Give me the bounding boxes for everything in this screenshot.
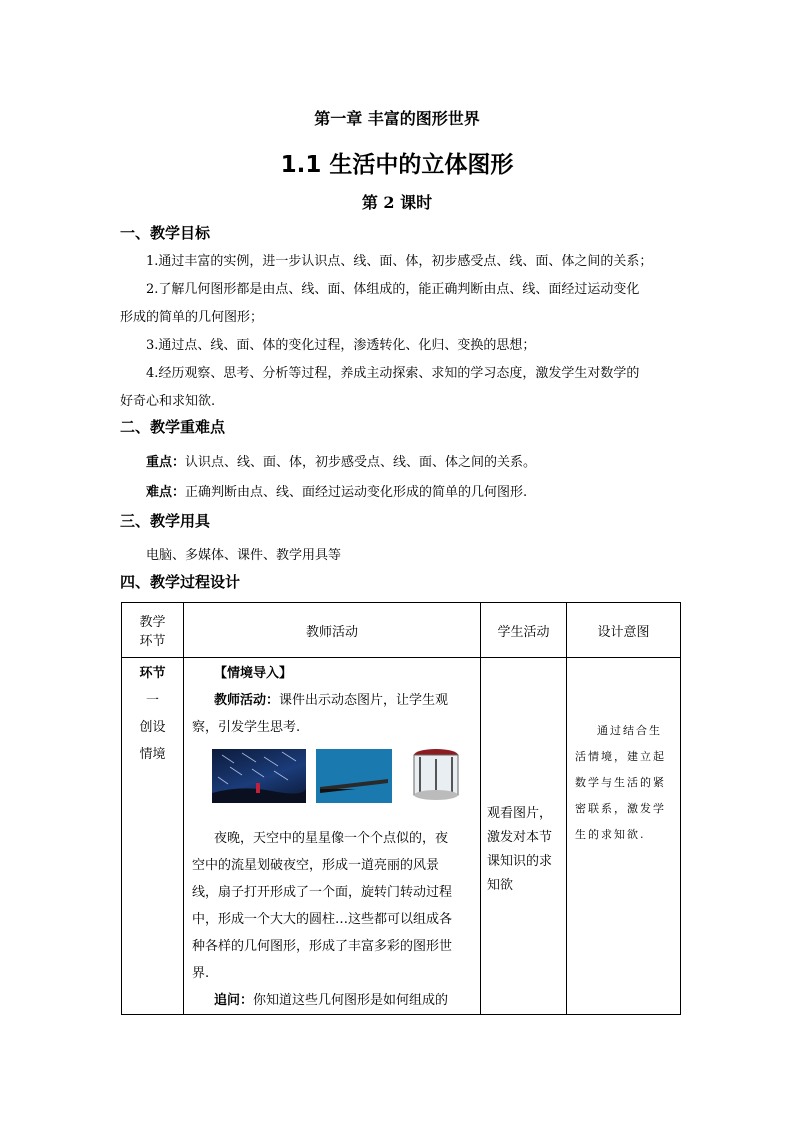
teacher-line: 中，形成一个大大的圆柱…这些都可以组成各 <box>192 912 453 927</box>
objective-item: 2.了解几何图形都是由点、线、面、体组成的，能正确判断由点、线、面经过运动变化 <box>146 282 640 297</box>
objectives-heading: 一、教学目标 <box>120 224 211 242</box>
table-header-row <box>122 603 681 658</box>
header-stage-line: 教学 <box>139 615 166 630</box>
key-point-line <box>120 449 678 477</box>
design-intent-cell <box>567 658 681 1015</box>
teacher-line: 空中的流星划破夜空，形成一道亮丽的风景 <box>192 858 440 873</box>
teacher-line: 界. <box>192 966 210 981</box>
header-stage <box>122 603 184 658</box>
question-label: 追问： <box>214 993 254 1008</box>
teacher-activity-cell <box>184 658 481 1015</box>
teacher-activity-text: 课件出示动态图片，让学生观 <box>279 693 449 708</box>
objective-item: 好奇心和求知欲. <box>120 394 216 409</box>
lesson-plan-table <box>121 602 681 1015</box>
header-intent: 设计意图 <box>567 603 681 658</box>
tools-line <box>120 542 678 570</box>
teacher-activity-label: 教师活动： <box>214 693 280 708</box>
student-line: 观看图片， <box>487 806 553 821</box>
header-teacher: 教师活动 <box>184 603 481 658</box>
intent-line: 生的求知欲. <box>575 828 646 841</box>
stage-line: 情境 <box>139 747 166 762</box>
scenario-title: 【情境导入】 <box>214 666 293 681</box>
stage-line: 一 <box>145 693 159 708</box>
revolving-door-image <box>406 747 466 807</box>
header-student: 学生活动 <box>481 603 567 658</box>
difficult-point-line <box>120 479 678 507</box>
teacher-line: 种各样的几何图形，形成了丰富多彩的图形世 <box>192 939 453 954</box>
stage-cell <box>122 658 184 1015</box>
objective-item: 形成的简单的几何图形； <box>120 310 264 325</box>
student-line: 激发对本节 <box>487 830 553 845</box>
intent-line: 活情境，建立起 <box>575 750 666 763</box>
process-heading: 四、教学过程设计 <box>120 573 241 591</box>
key-text: 认识点、线、面、体，初步感受点、线、面、体之间的关系。 <box>185 455 537 470</box>
objective-item: 4.经历观察、思考、分析等过程，养成主动探索、求知的学习态度，激发学生对数学的 <box>146 366 640 381</box>
key-points-heading: 二、教学重难点 <box>120 418 226 436</box>
period-title: 第 2 课时 <box>361 193 433 212</box>
stage-line: 创设 <box>139 720 166 735</box>
objectives-list <box>120 248 678 416</box>
difficult-label: 难点： <box>146 485 186 500</box>
intent-line: 数学与生活的紧 <box>575 776 666 789</box>
student-activity-cell <box>481 658 567 1015</box>
tools-text: 电脑、多媒体、课件、教学用具等 <box>146 548 342 563</box>
difficult-text: 正确判断由点、线、面经过运动变化形成的简单的几何图形. <box>185 485 528 500</box>
scenario-images <box>192 749 474 819</box>
question-text: 你知道这些几何图形是如何组成的 <box>253 993 449 1008</box>
student-line: 知欲 <box>487 878 514 893</box>
objective-item: 3.通过点、线、面、体的变化过程，渗透转化、化归、变换的思想； <box>146 338 536 353</box>
fan-blue-image <box>316 749 392 803</box>
teacher-line: 夜晚，天空中的星星像一个个点似的，夜 <box>214 831 449 846</box>
stage-line: 环节 <box>139 666 166 681</box>
student-line: 课知识的求 <box>487 854 553 869</box>
key-label: 重点： <box>146 455 186 470</box>
intent-line: 密联系，激发学 <box>575 802 666 815</box>
tools-heading: 三、教学用具 <box>120 512 211 530</box>
header-stage-line: 环节 <box>139 634 166 649</box>
intent-line: 通过结合生 <box>597 724 662 737</box>
objective-item: 1.通过丰富的实例，进一步认识点、线、面、体，初步感受点、线、面、体之间的关系； <box>146 254 653 269</box>
table-row <box>122 658 681 1015</box>
lesson-title: 1.1 生活中的立体图形 <box>280 152 514 178</box>
teacher-line: 线，扇子打开形成了一个面，旋转门转动过程 <box>192 885 453 900</box>
teacher-activity-text-2: 察，引发学生思考. <box>192 720 301 735</box>
chapter-title: 第一章 丰富的图形世界 <box>314 109 480 128</box>
meteor-night-sky-image <box>212 749 306 803</box>
